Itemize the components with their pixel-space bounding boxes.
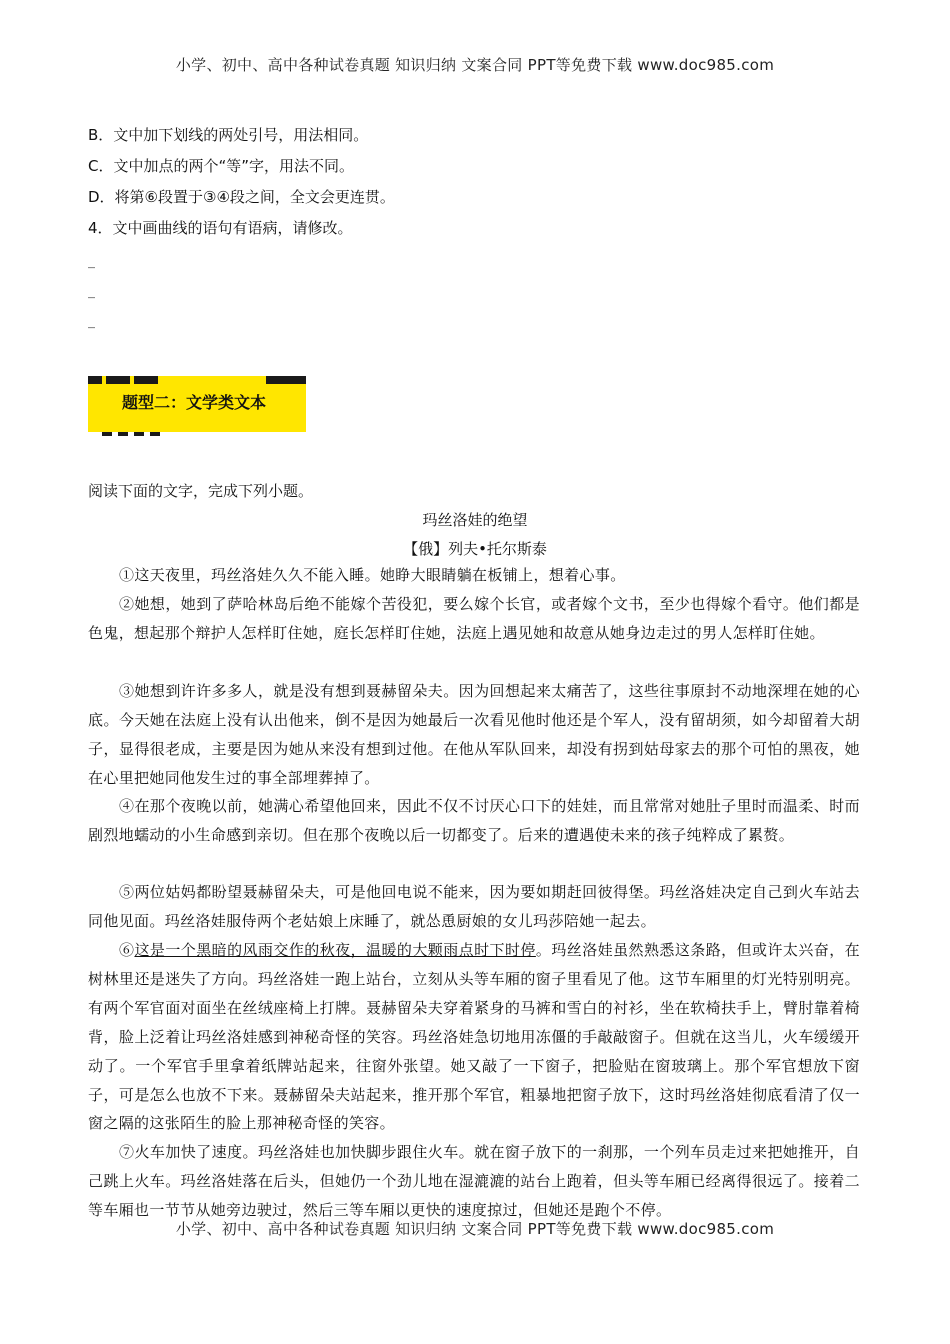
reading-instruction: 阅读下面的文字，完成下列小题。 [88,482,314,500]
section-header [88,376,306,432]
header-decoration [102,432,162,436]
paragraph-3: ③她想到许许多多人，就是没有想到聂赫留朵夫。因为回想起来太痛苦了，这些往事原封不动地深埋在她的心底。今天她在法庭上没有认出他来，倒不是因为她最后一次看见他时他还是个军人，没有留胡须，如今却留着大胡子，显得很老成，主要是因为她从来没有想到过他。在他从军队回来，却没有拐到姑母家去的那个可怕的黑夜，她在心里把她同他发生过的事全部埋葬掉了。 [88,682,860,787]
section-label: 题型二：文学类文本 [122,393,267,412]
option-b: B．文中加下划线的两处引号，用法相同。 [88,126,369,144]
answer-blank-1: _ [88,253,95,269]
paragraph-1: ①这天夜里，玛丝洛娃久久不能入睡。她睁大眼睛躺在板铺上，想着心事。 [119,566,626,584]
header-decoration [88,376,158,384]
option-c: C．文中加点的两个“等”字，用法不同。 [88,157,355,175]
footer-banner: 小学、初中、高中各种试卷真题 知识归纳 文案合同 PPT等免费下载 www.doc985.com [175,1220,775,1238]
paragraph-2: ②她想，她到了萨哈林岛后绝不能嫁个苦役犯，要么嫁个长官，或者嫁个文书，至少也得嫁个看守。他们都是色鬼，想起那个辩护人怎样盯住她，庭长怎样盯住她，法庭上遇见她和故意从她身边走过的男人怎样盯住她。 [88,595,860,642]
paragraph-6-number: ⑥ [119,941,135,959]
answer-blank-3: _ [88,313,95,329]
header-decoration [266,376,306,384]
story-author: 【俄】列夫•托尔斯泰 [403,540,547,558]
paragraph-4: ④在那个夜晚以前，她满心希望他回来，因此不仅不讨厌心口下的娃娃，而且常常对她肚子里时而温柔、时而剧烈地蠕动的小生命感到亲切。但在那个夜晚以后一切都变了。后来的遭遇使未来的孩子纯粹成了累赘。 [88,797,860,844]
paragraph-6 [88,936,860,1138]
answer-blank-2: _ [88,283,95,299]
question-4: 4．文中画曲线的语句有语病，请修改。 [88,219,353,237]
paragraph-7: ⑦火车加快了速度。玛丝洛娃也加快脚步跟住火车。就在窗子放下的一刹那，一个列车员走过来把她推开，自己跳上火车。玛丝洛娃落在后头，但她仍一个劲儿地在湿漉漉的站台上跑着，但头等车厢已经离得很远了。接着二等车厢也一节节从她旁边驶过，然后三等车厢以更快的速度掠过，但她还是跑个不停。 [88,1143,860,1219]
header-banner: 小学、初中、高中各种试卷真题 知识归纳 文案合同 PPT等免费下载 www.doc985.com [175,56,775,74]
underlined-sentence: 这是一个黑暗的风雨交作的秋夜，温暖的大颗雨点时下时停 [134,941,536,959]
paragraph-5: ⑤两位姑妈都盼望聂赫留朵夫，可是他回电说不能来，因为要如期赶回彼得堡。玛丝洛娃决定自己到火车站去同他见面。玛丝洛娃服侍两个老姑娘上床睡了，就怂恿厨娘的女儿玛莎陪她一起去。 [88,883,860,930]
paragraph-6-text: 。玛丝洛娃虽然熟悉这条路，但或许太兴奋，在树林里还是迷失了方向。玛丝洛娃一跑上站台，立刻从头等车厢的窗子里看见了他。这节车厢里的灯光特别明亮。有两个军官面对面坐在丝绒座椅上打牌。聂赫留朵夫穿着紧身的马裤和雪白的衬衫，坐在软椅扶手上，臂肘靠着椅背，脸上泛着让玛丝洛娃感到神秘奇怪的笑容。玛丝洛娃急切地用冻僵的手敲敲窗子。但就在这当儿，火车缓缓开动了。一个军官手里拿着纸牌站起来，往窗外张望。她又敲了一下窗子，把脸贴在窗玻璃上。那个军官想放下窗子，可是怎么也放不下来。聂赫留朵夫站起来，推开那个军官，粗暴地把窗子放下，这时玛丝洛娃彻底看清了仅一窗之隔的这张陌生的脸上那神秘奇怪的笑容。 [88,941,861,1133]
story-title: 玛丝洛娃的绝望 [422,511,528,529]
option-d: D．将第⑥段置于③④段之间，全文会更连贯。 [88,188,395,206]
